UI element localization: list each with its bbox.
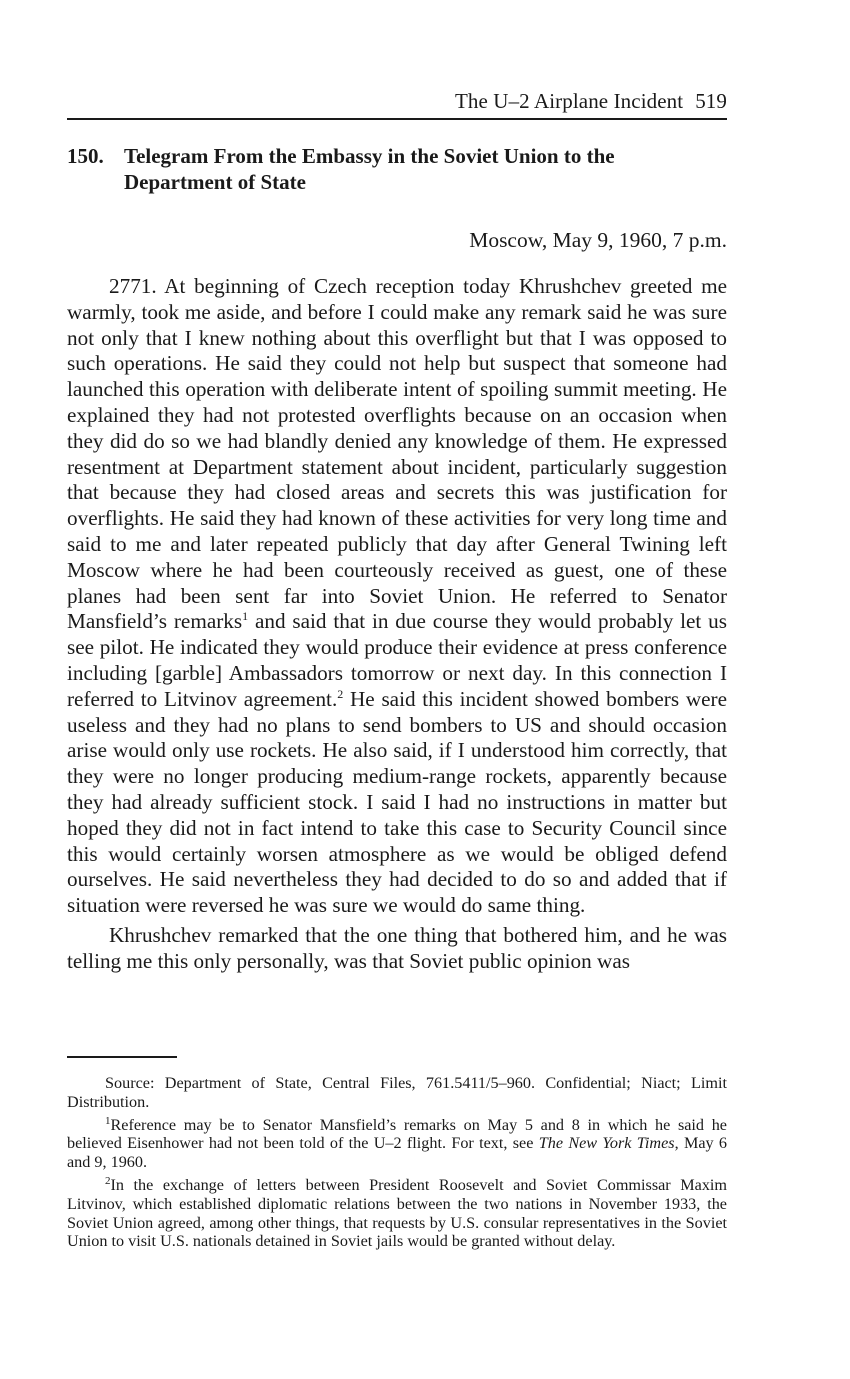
header-rule xyxy=(67,118,727,120)
document-number: 150. xyxy=(67,144,104,168)
footnote-1-text: Reference may be to Senator Mansfield’s remarks on May 5 and 8 in which he said he believed Eisenhower had not been told of the U–2 flight. For text, see xyxy=(67,1115,727,1153)
document-title: Telegram From the Embassy in the Soviet Union to the Department of State xyxy=(124,144,615,194)
footnote-1-marker: 1 xyxy=(105,1114,111,1127)
footnote-1-text-end: , May 6 and 9, 1960. xyxy=(67,1134,728,1172)
footnotes xyxy=(67,1074,727,1255)
source-note: Source: Department of State, Central Files, 761.5411/5–960. Confidential; Niact; Limit Distribution. xyxy=(67,1074,727,1111)
body-paragraph xyxy=(67,274,727,919)
footnote-2-marker: 2 xyxy=(105,1174,111,1187)
footnote-ref-2: 2 xyxy=(337,686,344,701)
footnote-1 xyxy=(67,1116,727,1172)
document-heading xyxy=(67,143,707,195)
footnote-rule xyxy=(67,1056,177,1058)
body-text-segment: 2771. At beginning of Czech reception today Khrushchev greeted me warmly, took me aside, and before I could make any remark said he was sure not only that I knew nothing about this overflight but that I was opposed to such operations. He said they could not help but suspect that someone had launched this operation with deliberate intent of spoiling summit meeting. He explained they had not protested overflights because on an occasion when they did do so we had blandly denied any knowledge of them. He expressed resentment at Department statement about incident, particularly suggestion that because they had closed areas and secrets this was justification for overflights. He said they had known of these activities for very long time and said to me and later repeated publicly that day after General Twining left Moscow where he had been courteously received as guest, one of these planes had been sent far into Soviet Union. He referred to Senator Mansfield’s remarks xyxy=(67,274,727,634)
running-head-title: The U–2 Airplane Incident xyxy=(455,89,684,113)
dateline: Moscow, May 9, 1960, 7 p.m. xyxy=(469,228,727,252)
body-text-segment: He said this incident showed bombers were useless and they had no plans to send bombers to US and should occasion arise would only use rockets. He also said, if I understood him correctly, that they were no longer producing medium-range rockets, apparently because they had already sufficient stock. I said I had no instructions in matter but hoped they did not in fact intend to take this case to Security Council since this would certainly worsen atmosphere as we would be obliged defend ourselves. He said nevertheless they had decided to do so and added that if situation were reversed he was sure we would do same thing. xyxy=(67,686,728,918)
footnote-2-text: In the exchange of letters between President Roosevelt and Soviet Commissar Maxim Litvinov, which established diplomatic relations between the two nations in November 1933, the Soviet Union agreed, among other things, that requests by U.S. consular representatives in the Soviet Union to visit U.S. nationals detained in Soviet jails would be granted without delay. xyxy=(67,1175,727,1251)
telegram-body xyxy=(67,274,727,975)
footnote-1-publication: The New York Times xyxy=(538,1134,675,1153)
body-paragraph: Khrushchev remarked that the one thing that bothered him, and he was telling me this only personally, was that Soviet public opinion was xyxy=(67,922,727,973)
footnote-2 xyxy=(67,1176,727,1251)
running-head xyxy=(455,89,727,114)
body-text-segment: and said that in due course they would probably let us see pilot. He indicated they would produce their evidence at press conference including [garble] Ambassadors tomorrow or next day. In this connection I referred to Litvinov agreement. xyxy=(67,609,728,711)
footnote-ref-1: 1 xyxy=(242,609,249,624)
page-number: 519 xyxy=(695,89,727,113)
